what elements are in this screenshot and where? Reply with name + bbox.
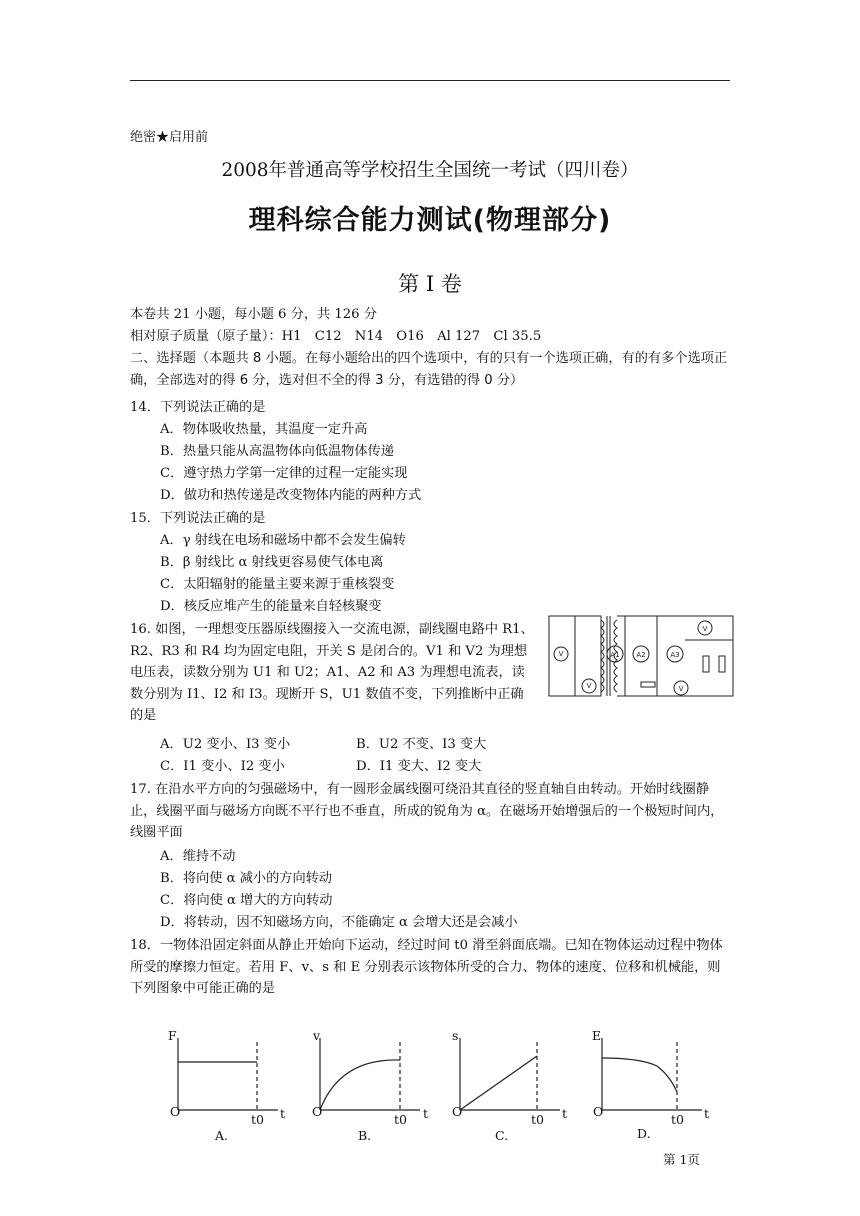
graph-c-label: C. xyxy=(495,1128,509,1143)
q16-option-b: B．U2 不变、I3 变大 xyxy=(356,737,487,752)
q16-option-d: D．I1 变大、I2 变大 xyxy=(356,759,482,774)
q15-option-d: D．核反应堆产生的能量来自轻核聚变 xyxy=(160,599,382,614)
graph-d-t0: t0 xyxy=(671,1112,684,1127)
svg-text:A1: A1 xyxy=(610,651,620,659)
graph-c-origin: O xyxy=(452,1104,463,1119)
graph-c-y-label: s xyxy=(452,1028,459,1043)
graph-b-origin: O xyxy=(312,1104,323,1119)
graph-b-x-label: t xyxy=(423,1106,429,1121)
q17-option-d: D．将转动，因不知磁场方向，不能确定 α 会增大还是会减小 xyxy=(160,915,518,930)
graph-c-x-label: t xyxy=(562,1106,568,1121)
q15-option-c: C．太阳辐射的能量主要来源于重核裂变 xyxy=(160,577,395,592)
svg-text:V: V xyxy=(586,682,592,690)
graph-b-t0: t0 xyxy=(394,1112,407,1127)
graph-d-y-label: E xyxy=(592,1028,602,1043)
q14-option-d: D．做功和热传递是改变物体内能的两种方式 xyxy=(160,488,422,503)
page-number: 第 1页 xyxy=(663,1152,700,1167)
graph-d-origin: O xyxy=(593,1104,604,1119)
graph-b-label: B. xyxy=(358,1128,372,1143)
graph-a-origin: O xyxy=(170,1104,181,1119)
graph-d-label: D. xyxy=(637,1126,651,1141)
svg-text:V: V xyxy=(678,685,684,693)
exam-subtitle: 理科综合能力测试(物理部分) xyxy=(248,205,612,236)
svg-text:A3: A3 xyxy=(670,651,680,659)
graph-c-t0: t0 xyxy=(531,1112,544,1127)
svg-text:A2: A2 xyxy=(636,651,646,659)
q17-option-a: A．维持不动 xyxy=(160,849,236,864)
intro-line-2: 相对原子质量（原子量）：H1 C12 N14 O16 Al 127 Cl 35.5 xyxy=(130,329,542,344)
graph-a-t0: t0 xyxy=(251,1112,264,1127)
graph-a-x-label: t xyxy=(280,1106,286,1121)
q16-stem: 16. 如图，一理想变压器原线圈接入一交流电源，副线圈电路中 R1、R2、R3 和 R4 均为固定电阻，开关 S 是闭合的。V1 和 V2 为理想电压表，读数分别为 U1 和 U2；A1、A2 和 A3 为理想电流表，读数分别为 I1、I2 和 I3。现断开 S，U1 数值不变，下列推断中正确的是 xyxy=(130,622,534,724)
svg-text:V: V xyxy=(702,625,708,633)
q16-option-a: A．U2 变小、I3 变小 xyxy=(160,737,291,752)
exam-title: 2008年普通高等学校招生全国统一考试（四川卷） xyxy=(221,160,639,181)
section-heading: 二、选择题（本题共 8 小题。在每小题给出的四个选项中，有的只有一个选项正确，有的有多个选项正确，全部选对的得 6 分，选对但不全的得 3 分，有选错的得 0 分） xyxy=(130,351,728,388)
graph-a-label: A. xyxy=(215,1128,229,1143)
q15-option-b: B．β 射线比 α 射线更容易使气体电离 xyxy=(160,555,384,570)
q17-option-b: B．将向使 α 减小的方向转动 xyxy=(160,871,333,886)
q17-option-c: C．将向使 α 增大的方向转动 xyxy=(160,893,333,908)
q15-stem: 15．下列说法正确的是 xyxy=(130,511,266,526)
graph-d-x-label: t xyxy=(704,1106,710,1121)
graph-a-y-label: F xyxy=(168,1028,177,1043)
volume-heading: 第 I 卷 xyxy=(398,272,462,296)
q16-option-c: C．I1 变小、I2 变小 xyxy=(160,759,285,774)
q14-option-a: A．物体吸收热量，其温度一定升高 xyxy=(160,422,368,437)
q17-stem: 17. 在沿水平方向的匀强磁场中，有一圆形金属线圈可绕沿其直径的竖直轴自由转动。开始时线圈静止，线圈平面与磁场方向既不平行也不垂直，所成的锐角为 α。在磁场开始增强后的一个极短时间内，线圈平面 xyxy=(130,782,724,841)
top-rule xyxy=(130,80,730,81)
q14-option-c: C．遵守热力学第一定律的过程一定能实现 xyxy=(160,466,408,481)
q14-stem: 14．下列说法正确的是 xyxy=(130,400,266,415)
q15-option-a: A．γ 射线在电场和磁场中都不会发生偏转 xyxy=(160,533,406,548)
q18-stem: 18．一物体沿固定斜面从静止开始向下运动，经过时间 t0 滑至斜面底端。已知在物体运动过程中物体所受的摩擦力恒定。若用 F、v、s 和 E 分别表示该物体所受的合力、物体的速度、位移和机械能，则下列图象中可能正确的是 xyxy=(130,938,723,997)
svg-text:V: V xyxy=(558,650,564,658)
transformer-circuit-diagram xyxy=(545,610,737,712)
confidential-mark: 绝密★启用前 xyxy=(130,130,209,145)
q14-option-b: B．热量只能从高温物体向低温物体传递 xyxy=(160,444,394,459)
q18-graphs xyxy=(150,1018,730,1148)
intro-line-1: 本卷共 21 小题，每小题 6 分，共 126 分 xyxy=(130,307,377,322)
graph-b-y-label: v xyxy=(313,1028,321,1043)
